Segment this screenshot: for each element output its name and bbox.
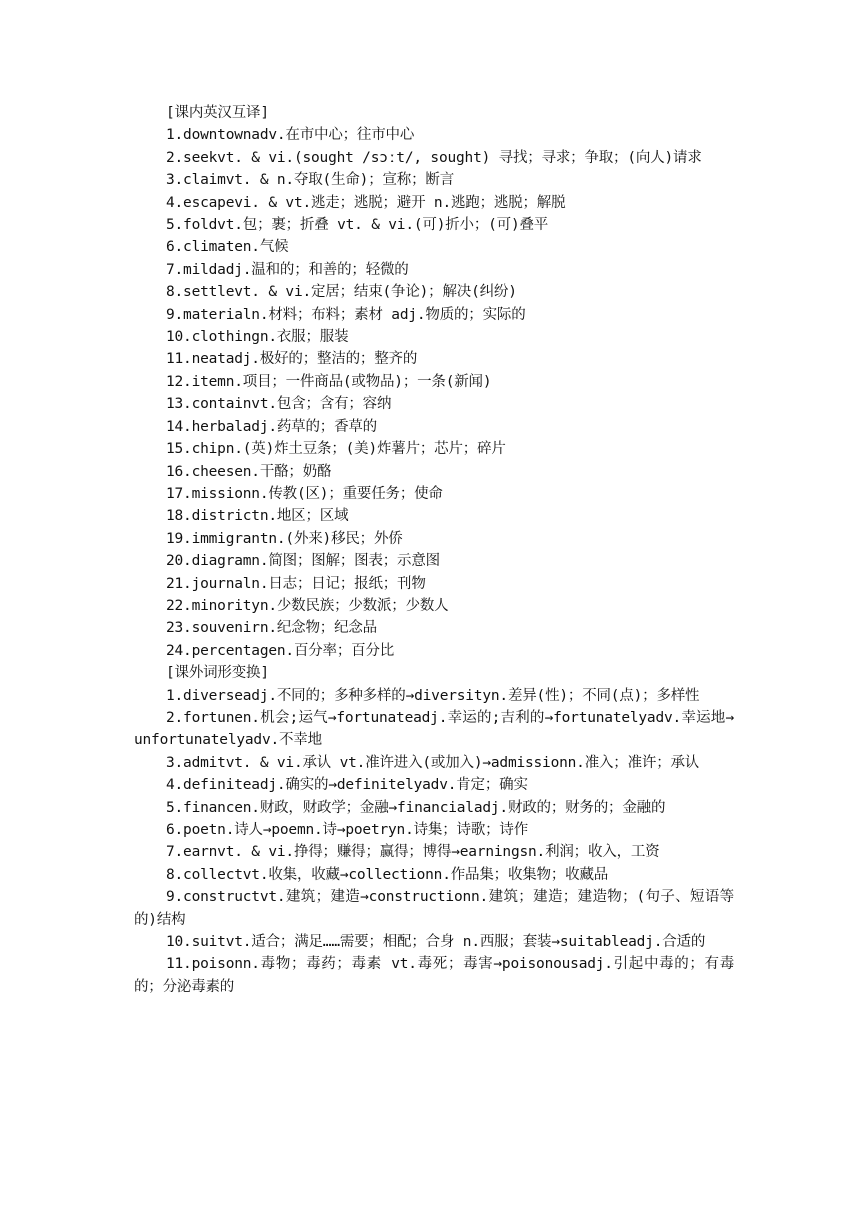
section-title: [课外词形变换] — [166, 665, 269, 682]
vocab-item: 23.souvenirn.纪念物；纪念品 — [166, 620, 377, 637]
word-form-item: 4.definiteadj.确实的→definitelyadv.肯定；确实 — [166, 777, 528, 794]
word-form-item: 9.constructvt.建筑；建造→constructionn.建筑；建造；建造物；(句子、短语等的)结构 — [134, 889, 734, 928]
vocab-item: 10.clothingn.衣服；服装 — [166, 329, 349, 346]
vocab-item: 2.seekvt. & vi.(sought /sɔːt/, sought) 寻找；寻求；争取；(向人)请求 — [166, 149, 702, 166]
vocab-item: 3.claimvt. & n.夺取(生命)；宣称；断言 — [166, 172, 455, 189]
word-form-item: 1.diverseadj.不同的；多种多样的→diversityn.差异(性)；不同(点)；多样性 — [166, 687, 700, 704]
vocab-item: 12.itemn.项目；一件商品(或物品)；一条(新闻) — [166, 373, 492, 390]
word-form-item: 10.suitvt.适合；满足……需要；相配；合身 n.西服；套装→suitableadj.合适的 — [166, 934, 706, 951]
vocab-item: 13.containvt.包含；含有；容纳 — [166, 396, 392, 413]
word-form-item: 5.financen.财政，财政学；金融→financialadj.财政的；财务的；金融的 — [166, 799, 666, 816]
vocab-item: 21.journaln.日志；日记；报纸；刊物 — [166, 575, 426, 592]
vocab-item: 5.foldvt.包；裹；折叠 vt. & vi.(可)折小；(可)叠平 — [166, 217, 549, 234]
vocab-item: 22.minorityn.少数民族；少数派；少数人 — [166, 597, 449, 614]
vocab-item: 19.immigrantn.(外来)移民；外侨 — [166, 530, 403, 547]
vocab-item: 18.districtn.地区；区域 — [166, 508, 349, 525]
vocab-item: 17.missionn.传教(区)；重要任务；使命 — [166, 485, 443, 502]
vocab-item: 6.climaten.气候 — [166, 239, 289, 256]
word-form-item: 11.poisonn.毒物；毒药；毒素 vt.毒死；毒害→poisonousadj.引起中毒的；有毒的；分泌毒素的 — [134, 956, 734, 995]
vocab-item: 9.materialn.材料；布料；素材 adj.物质的；实际的 — [166, 306, 526, 323]
word-form-item: 3.admitvt. & vi.承认 vt.准许进入(或加入)→admissionn.准入；准许；承认 — [166, 754, 700, 771]
word-form-item: 6.poetn.诗人→poemn.诗→poetryn.诗集；诗歌；诗作 — [166, 822, 529, 838]
section-in-class-translation — [134, 102, 734, 662]
vocab-item: 4.escapevi. & vt.逃走；逃脱；避开 n.逃跑；逃脱；解脱 — [166, 194, 566, 211]
vocab-item: 8.settlevt. & vi.定居；结束(争论)；解决(纠纷) — [166, 284, 517, 301]
word-form-item: 2.fortunen.机会;运气→fortunateadj.幸运的;吉利的→fortunatelyadv.幸运地→unfortunatelyadv.不幸地 — [134, 709, 734, 749]
vocab-item: 11.neatadj.极好的；整洁的；整齐的 — [166, 351, 418, 368]
word-form-item: 7.earnvt. & vi.挣得；赚得；赢得；博得→earningsn.利润；收入，工资 — [166, 844, 660, 861]
section-title: [课内英汉互译] — [166, 105, 269, 121]
vocab-item: 7.mildadj.温和的；和善的；轻微的 — [166, 261, 409, 278]
vocab-item: 24.percentagen.百分率；百分比 — [166, 642, 395, 659]
section-word-form-changes — [134, 662, 734, 998]
vocab-item: 15.chipn.(英)炸土豆条；(美)炸薯片；芯片；碎片 — [166, 441, 506, 458]
vocab-item: 16.cheesen.干酪；奶酪 — [166, 463, 332, 480]
vocab-item: 20.diagramn.简图；图解；图表；示意图 — [166, 553, 440, 570]
document-body — [134, 102, 734, 998]
vocab-item: 1.downtownadv.在市中心；往市中心 — [166, 127, 415, 144]
word-form-item: 8.collectvt.收集，收藏→collectionn.作品集；收集物；收藏品 — [166, 866, 609, 883]
vocab-item: 14.herbaladj.药草的；香草的 — [166, 418, 377, 435]
